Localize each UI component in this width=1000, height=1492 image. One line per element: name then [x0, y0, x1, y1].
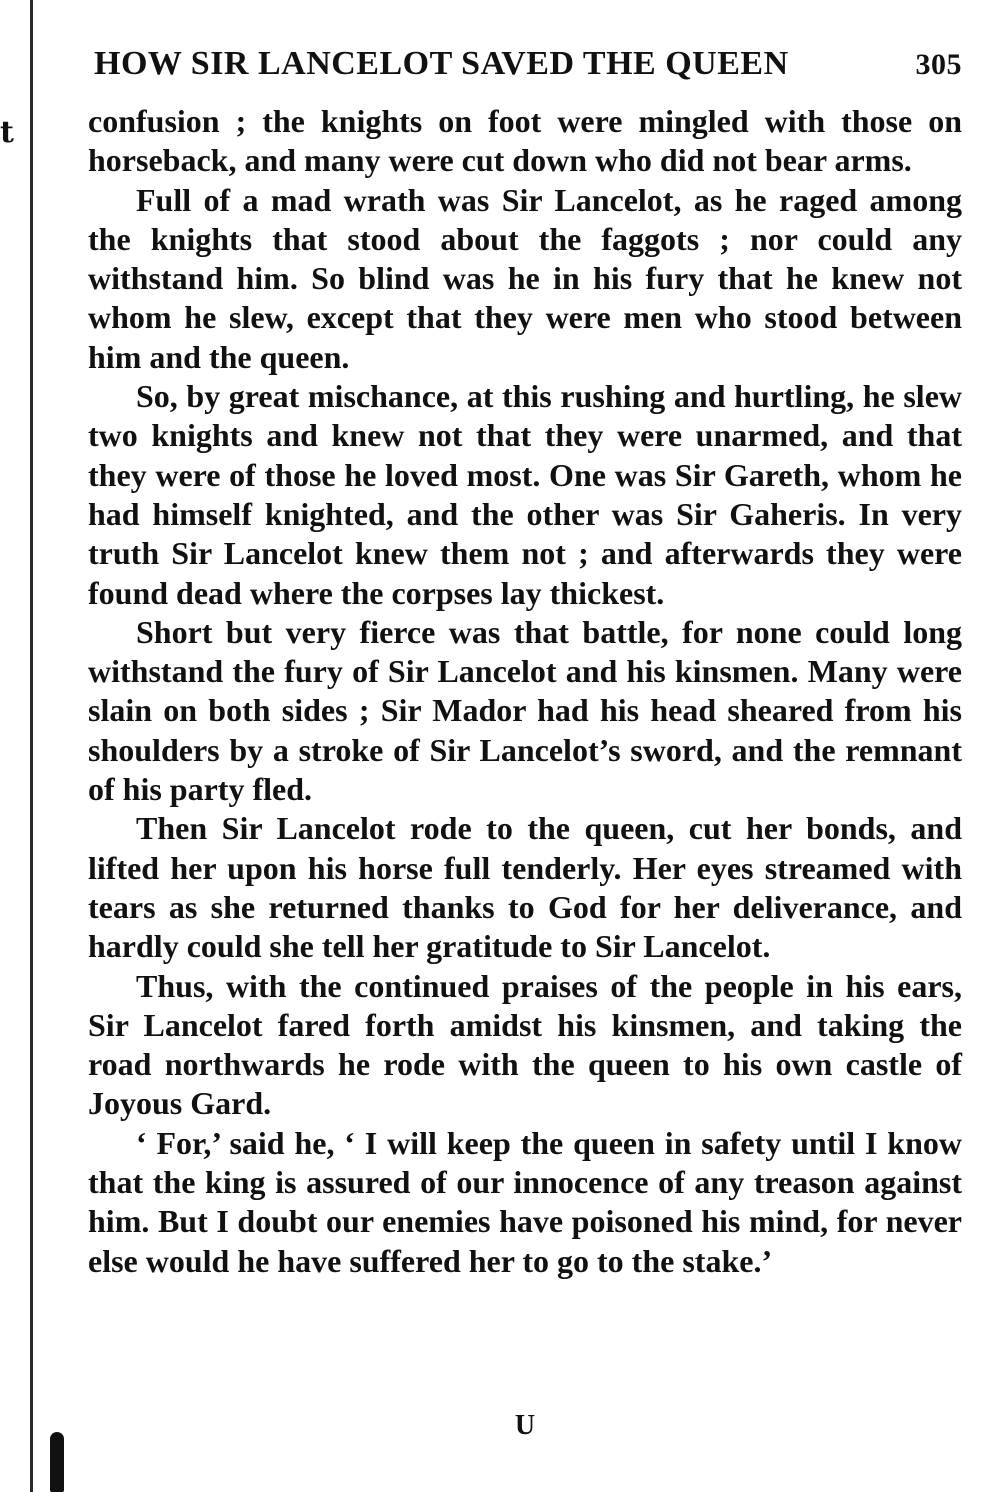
- paragraph-2: Full of a mad wrath was Sir Lancelot, as he raged among the knights that stood about the faggots ; nor could any withstand him. So blind was he in his fury that he knew not whom he slew, except that they were men who stood between him and the queen.: [88, 181, 962, 375]
- paragraph-1: confusion ; the knights on foot were mingled with those on horseback, and many were cut down who did not bear arms.: [88, 103, 962, 179]
- page-number: 305: [915, 48, 962, 81]
- body-text: [88, 102, 962, 1281]
- paragraph-4: Short but very fierce was that battle, for none could long withstand the fury of Sir Lancelot and his kinsmen. Many were slain on both sides ; Sir Mador had his head sheared from his shoulders by a stroke of Sir Lancelot’s sword, and the remnant of his party fled.: [88, 613, 962, 808]
- paragraph-3: So, by great mischance, at this rushing and hurtling, he slew two knights and knew not that they were unarmed, and that they were of those he loved most. One was Sir Gareth, whom he had himself knighted, and the other was Sir Gaheris. In very truth Sir Lancelot knew them not ; and afterwards they were found dead where the corpses lay thickest.: [88, 378, 962, 611]
- ink-blot: [50, 1432, 64, 1492]
- gutter-glyph: t: [0, 115, 14, 150]
- paragraph-6: Thus, with the continued praises of the people in his ears, Sir Lancelot fared forth amidst his kinsmen, and taking the road northwards he rode with the queen to his own castle of Joyous Gard.: [88, 967, 962, 1122]
- chapter-title: HOW SIR LANCELOT SAVED THE QUEEN: [94, 45, 789, 82]
- signature-mark: U: [514, 1410, 536, 1441]
- paragraph-5: Then Sir Lancelot rode to the queen, cut her bonds, and lifted her upon his horse full tenderly. Her eyes streamed with tears as she returned thanks to God for her deliverance, and hardly could she tell her gratitude to Sir Lancelot.: [88, 810, 962, 965]
- running-head: [88, 40, 962, 102]
- book-page: [88, 40, 962, 1281]
- binding-gutter-line: [30, 0, 33, 1492]
- paragraph-7: ‘ For,’ said he, ‘ I will keep the queen in safety until I know that the king is assured of our innocence of any treason against him. But I doubt our enemies have poisoned his mind, for never else would he have suffered her to go to the stake.’: [88, 1124, 962, 1279]
- footer: [88, 1410, 962, 1442]
